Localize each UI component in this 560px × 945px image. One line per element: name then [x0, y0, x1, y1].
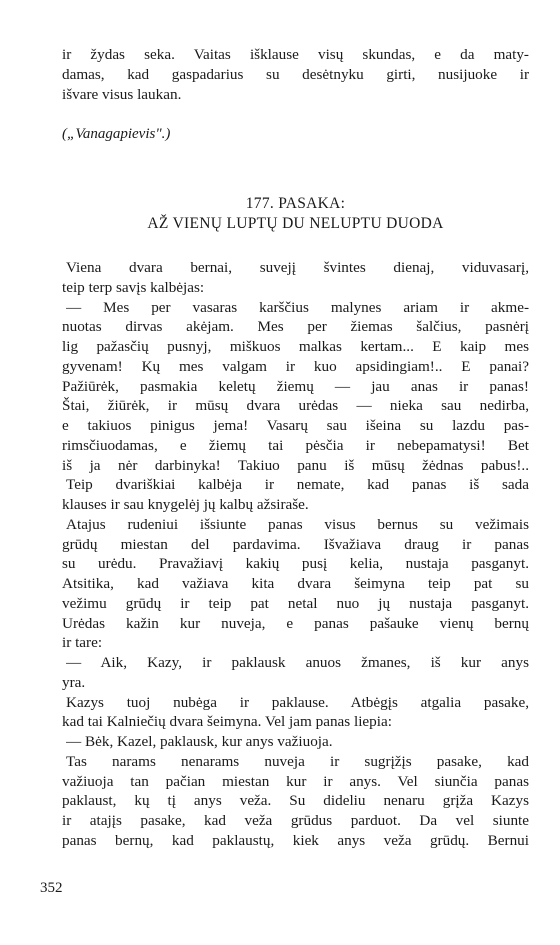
text-line: iš ja nėr darbinyka! Takiuo panu iš mūsų žėdnas pabus!..: [62, 456, 529, 474]
text-line: lig pažasčių pusnyj, miškuos malkas kertam... E kaip mes: [62, 338, 529, 355]
text-line: Kazys tuoj nubėga ir paklause. Atbėgįs atgalia pasake,: [66, 693, 529, 711]
page-number: 352: [40, 880, 63, 896]
text-line: gyvenam! Kų mes valgam ir kuo apsidingiam!.. E panai?: [62, 357, 529, 375]
source-note: („Vanagapievis".): [62, 126, 171, 142]
text-line: rimsčiuodamas, e žiemų tai pėsčia ir nebepamatysi! Bet: [62, 436, 529, 454]
text-line: Tas narams nenarams nuveja ir sugrįžįs pasake, kad: [66, 752, 529, 770]
text-line: teip terp savįs kalbėjas:: [62, 278, 205, 296]
text-line: vežimu grūdų ir teip pat netal nuo jų nustaja pasganyt.: [62, 594, 529, 612]
text-line: — Bėk, Kazel, paklausk, kur anys važiuoja.: [66, 733, 333, 750]
text-line: Štai, žiūrėk, ir mūsų dvara urėdas — nieka sau nedirba,: [62, 397, 529, 415]
text-line: važiuoja tan pačian miestan kur ir anys. Vel siunčia panas: [62, 772, 529, 790]
text-line: Urėdas kažin kur nuveja, e panas pašauke vienų bernų: [62, 614, 529, 632]
text-line: Pažiūrėk, pasmakia keletų žiemų — jau anas ir panas!: [62, 377, 529, 395]
text-line: grūdų miestan del pardavima. Išvažiava draug ir panas: [62, 535, 529, 553]
text-line: su urėdu. Pravažiavį kakių pusį kelia, nustaja pasganyt.: [62, 555, 529, 573]
text-line: išvare visus laukan.: [62, 86, 182, 103]
text-line: ir tare:: [62, 634, 103, 652]
text-line: Viena dvara bernai, suvejį švintes dienaj, viduvasarį,: [66, 259, 529, 276]
text-line: klauses ir sau knygelėj jų kalbų ažsiraše.: [62, 496, 309, 513]
tale-subtitle: AŽ VIENŲ LUPTŲ DU NELUPTU DUODA: [147, 215, 444, 232]
tale-number-title: 177. PASAKA:: [245, 195, 346, 212]
text-line: yra.: [62, 673, 86, 691]
text-line: panas bernų, kad paklaustų, kiek anys veža grūdų. Bernui: [62, 831, 529, 849]
text-line: ir atajįs pasake, kad veža grūdus parduot. Da vel siunte: [62, 812, 529, 829]
text-line: Atajus rudeniui išsiunte panas visus bernus su vežimais: [66, 515, 529, 533]
text-line: Teip dvariškiai kalbėja ir nemate, kad panas iš sada: [66, 476, 529, 494]
text-line: — Mes per vasaras karščius malynes ariam ir akme-: [66, 298, 529, 316]
text-line: e takiuos pinigus jema! Vasarų sau išeina su lazdu pas-: [62, 417, 529, 434]
text-line: damas, kad gaspadarius su desėtnyku girti, nusijuoke ir: [62, 66, 529, 83]
text-line: Atsitika, kad važiava kita dvara šeimyna teip pat su: [62, 575, 529, 592]
text-line: paklaust, kų tį anys veža. Su dideliu nenaru grįža Kazys: [62, 792, 529, 810]
text-line: kad tai Kalniečių dvara šeimyna. Vel jam panas liepia:: [62, 713, 392, 731]
text-line: ir žydas seka. Vaitas išklause visų skundas, e da maty-: [62, 46, 529, 63]
text-line: — Aik, Kazy, ir paklausk anuos žmanes, iš kur anys: [66, 654, 529, 671]
text-line: nuotas dirvas akėjam. Mes per žiemas šalčius, pasnėrį: [62, 318, 529, 336]
